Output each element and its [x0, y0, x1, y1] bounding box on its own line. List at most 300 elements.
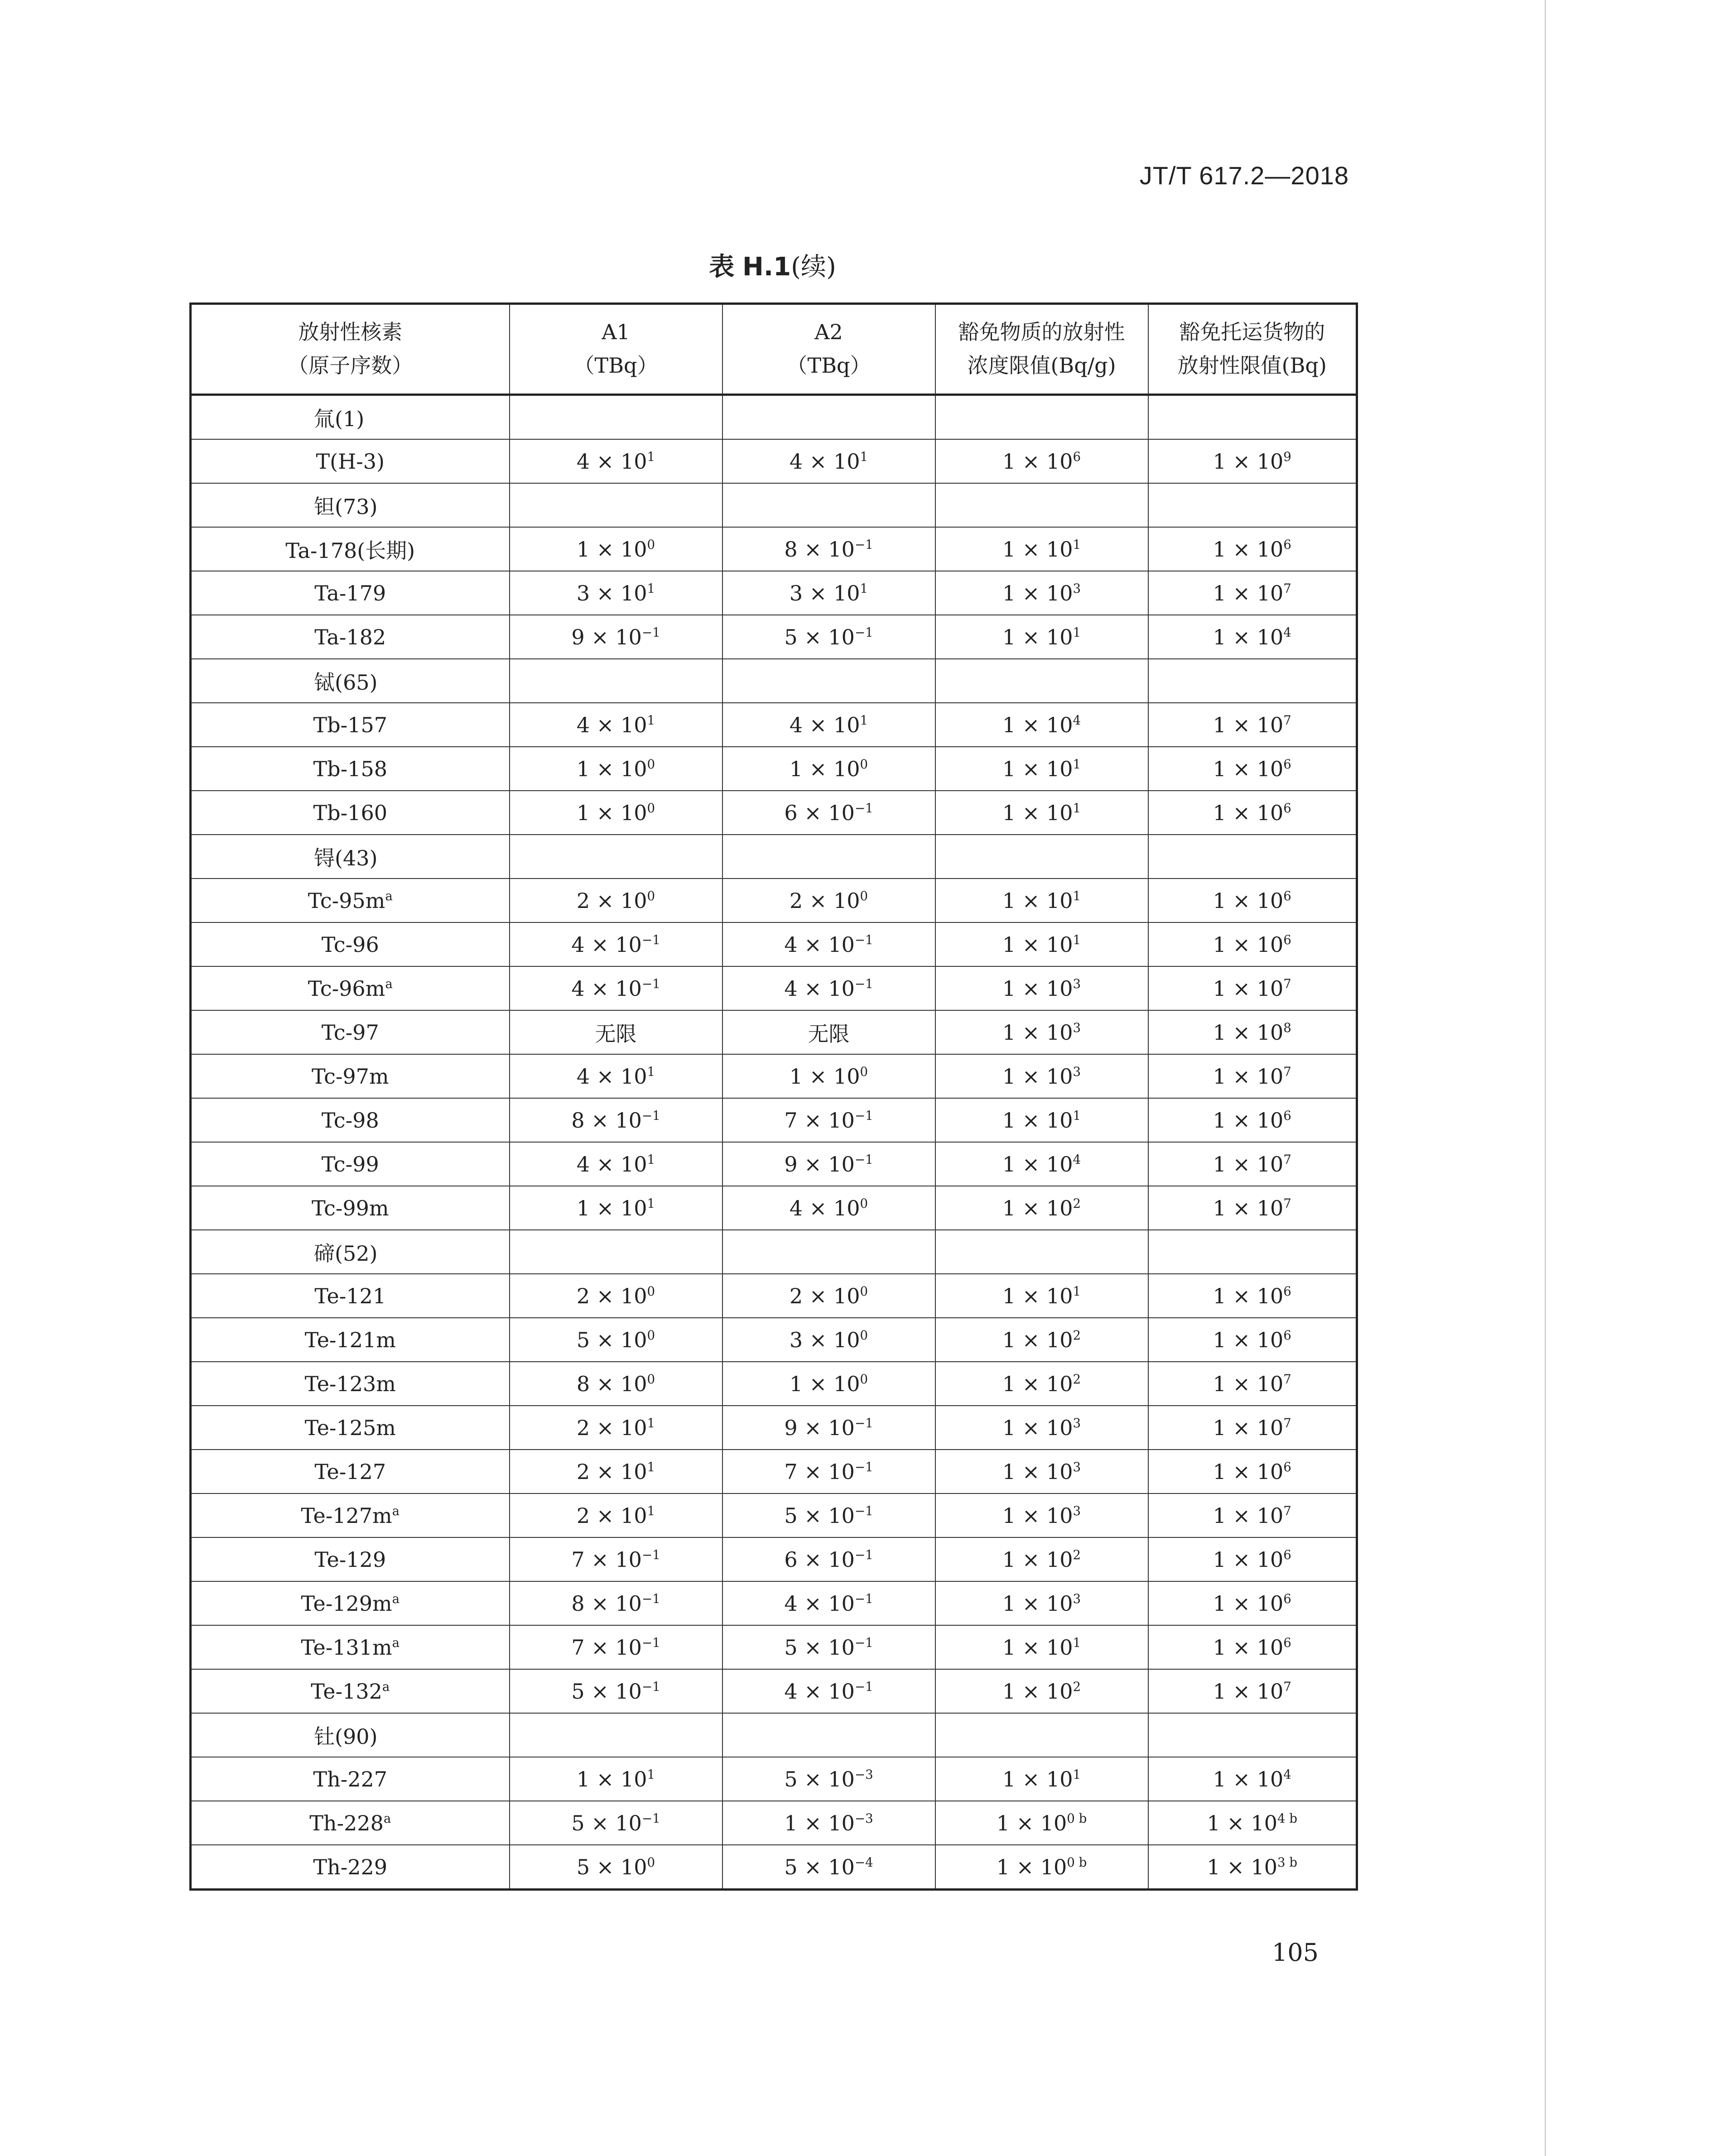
value-exponent: 1 — [647, 1064, 655, 1079]
empty-cell — [722, 1713, 935, 1757]
value-base: 1 × 10 — [1002, 1283, 1073, 1308]
value-exponent: 4 — [1073, 1152, 1081, 1167]
value-exponent: 2 — [1073, 1547, 1081, 1562]
exempt-consignment-cell — [1148, 1054, 1357, 1098]
empty-cell — [722, 1230, 935, 1274]
value-base: 1 × 10 — [1002, 1196, 1073, 1220]
value-exponent: 4 b — [1277, 1810, 1298, 1826]
value-base: 1 × 10 — [789, 1371, 860, 1396]
value-base: 1 × 10 — [1213, 1679, 1284, 1704]
value-base: 1 × 10 — [1207, 1854, 1278, 1879]
exempt-concentration-cell — [935, 1493, 1148, 1537]
nuclide-name: Te-131m — [301, 1635, 392, 1660]
nuclide-name: Te-129 — [314, 1547, 386, 1572]
exempt-concentration-cell — [935, 703, 1148, 747]
nuclide-name-cell — [191, 922, 510, 966]
element-group-row — [191, 835, 1357, 879]
value-exponent: −1 — [641, 932, 660, 947]
exempt-concentration-cell — [935, 922, 1148, 966]
value-exponent: 0 — [647, 800, 655, 816]
value-base: 1 × 10 — [1002, 449, 1073, 474]
element-label: 碲(52) — [191, 1230, 510, 1274]
exempt-consignment-cell — [1148, 879, 1357, 922]
nuclide-name: Th-229 — [313, 1854, 388, 1879]
nuclide-name: Te-127m — [301, 1503, 392, 1528]
a1-cell — [510, 1537, 722, 1581]
value-exponent: 0 — [860, 1196, 868, 1211]
value-exponent: 1 — [1073, 1767, 1081, 1782]
exempt-consignment-cell — [1148, 1406, 1357, 1450]
value-base: 1 × 10 — [1207, 1810, 1278, 1835]
nuclide-name-cell — [191, 1406, 510, 1450]
exempt-consignment-cell — [1148, 1801, 1357, 1845]
table-title-number: H.1 — [742, 252, 791, 282]
exempt-consignment-cell — [1148, 527, 1357, 571]
value-exponent: 0 — [860, 1064, 868, 1079]
empty-cell — [1148, 395, 1357, 440]
exempt-consignment-cell — [1148, 1362, 1357, 1406]
value-exponent: 6 — [1283, 1283, 1291, 1299]
a2-cell — [722, 1845, 935, 1890]
a2-cell — [722, 1186, 935, 1230]
value-base: 1 × 10 — [1213, 1767, 1284, 1791]
table-row — [191, 1625, 1357, 1669]
value-base: 2 × 10 — [576, 888, 647, 913]
value-base: 1 × 10 — [1213, 1371, 1284, 1396]
value-exponent: 6 — [1283, 932, 1291, 947]
value-base: 1 × 10 — [1002, 581, 1073, 605]
value-base: 8 × 10 — [571, 1591, 642, 1616]
exempt-concentration-cell — [935, 1625, 1148, 1669]
value-base: 1 × 10 — [576, 1767, 647, 1791]
value-base: 无限 — [808, 1021, 850, 1046]
value-exponent: 2 — [1073, 1371, 1081, 1387]
value-exponent: 0 — [860, 888, 868, 903]
a2-cell — [722, 747, 935, 791]
value-exponent: −1 — [854, 976, 873, 991]
a2-cell — [722, 1450, 935, 1493]
exempt-consignment-cell — [1148, 703, 1357, 747]
value-base: 5 × 10 — [784, 1767, 855, 1791]
nuclide-name: Tc-96m — [308, 976, 385, 1001]
value-exponent: 6 — [1283, 1635, 1291, 1650]
a1-cell — [510, 1318, 722, 1362]
value-exponent: 1 — [647, 1459, 655, 1474]
value-exponent: 1 — [860, 712, 868, 728]
exempt-concentration-cell — [935, 791, 1148, 835]
table-row — [191, 1318, 1357, 1362]
nuclide-name: Te-121m — [304, 1327, 396, 1352]
value-base: 6 × 10 — [784, 1547, 855, 1572]
value-exponent: 3 — [1073, 1459, 1081, 1474]
value-exponent: 3 — [1073, 1415, 1081, 1431]
value-exponent: 1 — [647, 1767, 655, 1782]
exempt-concentration-cell — [935, 1406, 1148, 1450]
nuclide-name: Tb-158 — [313, 756, 387, 781]
empty-cell — [935, 395, 1148, 440]
value-exponent: −1 — [854, 1635, 873, 1650]
nuclide-name-cell — [191, 615, 510, 659]
exempt-consignment-cell — [1148, 1318, 1357, 1362]
value-base: 4 × 10 — [784, 1591, 855, 1616]
value-base: 3 × 10 — [789, 581, 860, 605]
nuclide-name: Te-125m — [304, 1415, 396, 1440]
value-base: 1 × 10 — [1002, 1591, 1073, 1616]
value-exponent: −1 — [641, 976, 660, 991]
a1-cell — [510, 1581, 722, 1625]
value-base: 4 × 10 — [789, 449, 860, 474]
value-exponent: 9 — [1283, 449, 1291, 464]
nuclide-name-cell — [191, 879, 510, 922]
value-base: 1 × 10 — [1002, 976, 1073, 1001]
value-base: 1 × 10 — [1213, 1108, 1284, 1133]
a2-cell — [722, 1318, 935, 1362]
value-exponent: −1 — [854, 624, 873, 640]
value-base: 4 × 10 — [789, 1196, 860, 1220]
exempt-concentration-cell — [935, 1581, 1148, 1625]
value-exponent: 2 — [1073, 1196, 1081, 1211]
table-row — [191, 571, 1357, 615]
a1-cell — [510, 439, 722, 483]
value-exponent: −1 — [641, 1679, 660, 1694]
value-exponent: 0 — [860, 1371, 868, 1387]
value-exponent: 6 — [1283, 1459, 1291, 1474]
table-row — [191, 879, 1357, 922]
value-base: 2 × 10 — [576, 1415, 647, 1440]
nuclide-name: Tc-99m — [311, 1196, 389, 1220]
column-header-exempt-concentration: 豁免物质的放射性 浓度限值(Bq/g) — [935, 304, 1148, 395]
footnote-marker: a — [385, 976, 393, 991]
exempt-consignment-cell — [1148, 571, 1357, 615]
value-base: 5 × 10 — [784, 1854, 855, 1879]
table-title — [189, 247, 1356, 283]
value-exponent: 6 — [1073, 449, 1081, 464]
empty-cell — [510, 395, 722, 440]
table-row — [191, 1142, 1357, 1186]
value-exponent: 2 — [1073, 1679, 1081, 1694]
value-exponent: −3 — [854, 1810, 873, 1826]
exempt-consignment-cell — [1148, 1845, 1357, 1890]
table-row — [191, 615, 1357, 659]
value-base: 4 × 10 — [784, 976, 855, 1001]
value-exponent: 1 — [647, 449, 655, 464]
a1-cell — [510, 1669, 722, 1713]
value-base: 1 × 10 — [1213, 932, 1284, 957]
table-row — [191, 527, 1357, 571]
a1-cell — [510, 571, 722, 615]
page-number: 105 — [1271, 1938, 1319, 1967]
value-base: 5 × 10 — [571, 1810, 642, 1835]
empty-cell — [1148, 483, 1357, 527]
nuclide-name-cell — [191, 1142, 510, 1186]
value-base: 4 × 10 — [576, 1064, 647, 1089]
element-group-row — [191, 1230, 1357, 1274]
exempt-concentration-cell — [935, 1362, 1148, 1406]
value-base: 1 × 10 — [784, 1810, 855, 1835]
value-base: 1 × 10 — [1213, 1020, 1284, 1045]
nuclide-name-cell — [191, 1274, 510, 1318]
value-exponent: −1 — [641, 1635, 660, 1650]
nuclide-name: Tc-98 — [321, 1108, 379, 1133]
value-exponent: 0 — [860, 756, 868, 772]
value-base: 8 × 10 — [571, 1108, 642, 1133]
empty-cell — [722, 395, 935, 440]
empty-cell — [935, 1230, 1148, 1274]
empty-cell — [722, 835, 935, 879]
value-exponent: 1 — [1073, 932, 1081, 947]
table-title-suffix: (续) — [791, 252, 836, 282]
table-row — [191, 439, 1357, 483]
value-base: 无限 — [595, 1021, 637, 1046]
value-base: 1 × 10 — [1002, 1635, 1073, 1660]
value-exponent: 1 — [1073, 756, 1081, 772]
value-exponent: −4 — [854, 1854, 873, 1870]
table-row — [191, 703, 1357, 747]
value-base: 1 × 10 — [1002, 1503, 1073, 1528]
table-row — [191, 1450, 1357, 1493]
nuclide-name-cell — [191, 1010, 510, 1054]
value-base: 1 × 10 — [1213, 1503, 1284, 1528]
value-base: 2 × 10 — [576, 1503, 647, 1528]
a2-cell — [722, 1142, 935, 1186]
exempt-consignment-cell — [1148, 1450, 1357, 1493]
exempt-concentration-cell — [935, 527, 1148, 571]
nuclide-name-cell — [191, 966, 510, 1010]
value-base: 1 × 10 — [789, 756, 860, 781]
nuclide-name: Tc-97 — [321, 1020, 379, 1045]
value-base: 5 × 10 — [784, 624, 855, 649]
footnote-marker: a — [392, 1635, 400, 1650]
value-exponent: 6 — [1283, 1591, 1291, 1606]
value-base: 1 × 10 — [1002, 1371, 1073, 1396]
value-base: 6 × 10 — [784, 800, 855, 825]
value-base: 1 × 10 — [1213, 624, 1284, 649]
value-exponent: −1 — [854, 800, 873, 816]
nuclide-name-cell — [191, 527, 510, 571]
table-row — [191, 791, 1357, 835]
a1-cell — [510, 966, 722, 1010]
value-exponent: 7 — [1283, 1503, 1291, 1518]
a2-cell — [722, 1274, 935, 1318]
exempt-consignment-cell — [1148, 1625, 1357, 1669]
value-exponent: 4 — [1073, 712, 1081, 728]
nuclide-name-cell — [191, 1757, 510, 1801]
a2-cell — [722, 966, 935, 1010]
a1-cell — [510, 1010, 722, 1054]
value-exponent: −1 — [854, 1591, 873, 1606]
value-base: 1 × 10 — [1002, 1679, 1073, 1704]
element-group-row — [191, 483, 1357, 527]
a1-cell — [510, 747, 722, 791]
value-exponent: 0 — [647, 1327, 655, 1343]
empty-cell — [510, 1230, 722, 1274]
a2-cell — [722, 1054, 935, 1098]
value-base: 2 × 10 — [789, 1283, 860, 1308]
table-header — [191, 304, 1357, 395]
nuclide-name: Te-132 — [311, 1679, 382, 1704]
value-base: 1 × 10 — [1213, 1635, 1284, 1660]
nuclide-name-cell — [191, 1537, 510, 1581]
value-base: 1 × 10 — [1213, 888, 1284, 913]
exempt-consignment-cell — [1148, 747, 1357, 791]
exempt-concentration-cell — [935, 1010, 1148, 1054]
value-base: 5 × 10 — [784, 1635, 855, 1660]
standard-code: JT/T 617.2—2018 — [1139, 161, 1349, 190]
value-base: 1 × 10 — [1002, 1327, 1073, 1352]
value-base: 1 × 10 — [1213, 712, 1284, 737]
nuclide-name: Te-121 — [314, 1283, 386, 1308]
a1-cell — [510, 1054, 722, 1098]
nuclide-name: Tc-95m — [308, 888, 385, 913]
nuclide-name-cell — [191, 1318, 510, 1362]
value-base: 1 × 10 — [1213, 1547, 1284, 1572]
a1-cell — [510, 1098, 722, 1142]
value-base: 3 × 10 — [789, 1327, 860, 1352]
a1-cell — [510, 1625, 722, 1669]
value-exponent: 0 — [647, 888, 655, 903]
value-exponent: −1 — [854, 1503, 873, 1518]
a1-cell — [510, 1801, 722, 1845]
exempt-consignment-cell — [1148, 1537, 1357, 1581]
table-body — [191, 395, 1357, 1890]
exempt-concentration-cell — [935, 1098, 1148, 1142]
empty-cell — [510, 1713, 722, 1757]
element-group-row — [191, 1713, 1357, 1757]
a2-cell — [722, 571, 935, 615]
a2-cell — [722, 1537, 935, 1581]
table-row — [191, 747, 1357, 791]
element-label: 钍(90) — [191, 1713, 510, 1757]
nuclide-name: Tc-96 — [321, 932, 379, 957]
value-base: 1 × 10 — [1002, 1108, 1073, 1133]
value-exponent: 1 — [647, 1152, 655, 1167]
a2-cell — [722, 1757, 935, 1801]
a1-cell — [510, 1406, 722, 1450]
exempt-consignment-cell — [1148, 791, 1357, 835]
a2-cell — [722, 1625, 935, 1669]
exempt-consignment-cell — [1148, 1581, 1357, 1625]
column-header-a1: A1 （TBq） — [510, 304, 722, 395]
exempt-concentration-cell — [935, 879, 1148, 922]
value-exponent: 0 — [860, 1283, 868, 1299]
exempt-consignment-cell — [1148, 1010, 1357, 1054]
value-exponent: 7 — [1283, 581, 1291, 596]
nuclide-name: Th-228 — [309, 1810, 384, 1835]
table-row — [191, 1845, 1357, 1890]
value-base: 1 × 10 — [996, 1854, 1067, 1879]
element-label: 锝(43) — [191, 835, 510, 879]
value-exponent: 6 — [1283, 1108, 1291, 1123]
element-label: 铽(65) — [191, 659, 510, 703]
value-base: 4 × 10 — [571, 932, 642, 957]
value-base: 1 × 10 — [1213, 1196, 1284, 1220]
value-base: 7 × 10 — [784, 1459, 855, 1484]
value-exponent: 0 — [860, 1327, 868, 1343]
value-exponent: 0 — [647, 1371, 655, 1387]
value-exponent: 7 — [1283, 976, 1291, 991]
nuclide-name-cell — [191, 1493, 510, 1537]
footnote-marker: a — [392, 1591, 400, 1606]
nuclide-name-cell — [191, 1625, 510, 1669]
nuclide-name: Tb-157 — [313, 712, 387, 737]
nuclide-name-cell — [191, 1801, 510, 1845]
value-exponent: 6 — [1283, 756, 1291, 772]
value-exponent: 1 — [647, 581, 655, 596]
value-exponent: −1 — [641, 1108, 660, 1123]
value-base: 1 × 10 — [1002, 1415, 1073, 1440]
value-base: 1 × 10 — [1213, 1152, 1284, 1176]
value-base: 1 × 10 — [1002, 1547, 1073, 1572]
element-label: 钽(73) — [191, 483, 510, 527]
value-base: 1 × 10 — [1002, 1152, 1073, 1176]
a2-cell — [722, 439, 935, 483]
table-row — [191, 1054, 1357, 1098]
exempt-concentration-cell — [935, 615, 1148, 659]
value-exponent: 0 — [647, 756, 655, 772]
exempt-concentration-cell — [935, 1274, 1148, 1318]
value-base: 1 × 10 — [1002, 756, 1073, 781]
value-base: 4 × 10 — [576, 712, 647, 737]
value-exponent: 1 — [1073, 537, 1081, 552]
a2-cell — [722, 1801, 935, 1845]
value-exponent: 1 — [647, 712, 655, 728]
nuclide-name-cell — [191, 747, 510, 791]
exempt-consignment-cell — [1148, 1098, 1357, 1142]
value-exponent: 0 — [647, 537, 655, 552]
value-base: 1 × 10 — [1213, 1415, 1284, 1440]
table-row — [191, 1757, 1357, 1801]
value-base: 1 × 10 — [1002, 1020, 1073, 1045]
value-base: 4 × 10 — [576, 449, 647, 474]
value-exponent: 7 — [1283, 1679, 1291, 1694]
element-group-row — [191, 659, 1357, 703]
footnote-marker: a — [392, 1503, 400, 1518]
value-exponent: 1 — [1073, 624, 1081, 640]
a2-cell — [722, 1362, 935, 1406]
a2-cell — [722, 1406, 935, 1450]
a2-cell — [722, 1493, 935, 1537]
value-exponent: 1 — [647, 1415, 655, 1431]
nuclide-name-cell — [191, 1450, 510, 1493]
a2-cell — [722, 1098, 935, 1142]
value-exponent: 3 b — [1277, 1854, 1298, 1870]
empty-cell — [935, 483, 1148, 527]
value-exponent: 6 — [1283, 888, 1291, 903]
value-exponent: 7 — [1283, 712, 1291, 728]
value-exponent: 1 — [1073, 1108, 1081, 1123]
nuclide-name: Tb-160 — [313, 800, 387, 825]
value-exponent: 0 b — [1067, 1810, 1087, 1826]
exempt-concentration-cell — [935, 439, 1148, 483]
value-base: 1 × 10 — [1002, 888, 1073, 913]
value-exponent: 1 — [1073, 1635, 1081, 1650]
a1-cell — [510, 527, 722, 571]
element-group-row — [191, 395, 1357, 440]
table-row — [191, 922, 1357, 966]
a1-cell — [510, 879, 722, 922]
value-base: 1 × 10 — [1213, 1283, 1284, 1308]
value-base: 9 × 10 — [784, 1415, 855, 1440]
a2-cell — [722, 1581, 935, 1625]
nuclide-name: Ta-179 — [314, 581, 386, 605]
value-exponent: 4 — [1283, 624, 1291, 640]
empty-cell — [1148, 1713, 1357, 1757]
empty-cell — [722, 483, 935, 527]
a1-cell — [510, 615, 722, 659]
value-base: 1 × 10 — [1002, 800, 1073, 825]
a1-cell — [510, 1186, 722, 1230]
value-base: 7 × 10 — [571, 1635, 642, 1660]
